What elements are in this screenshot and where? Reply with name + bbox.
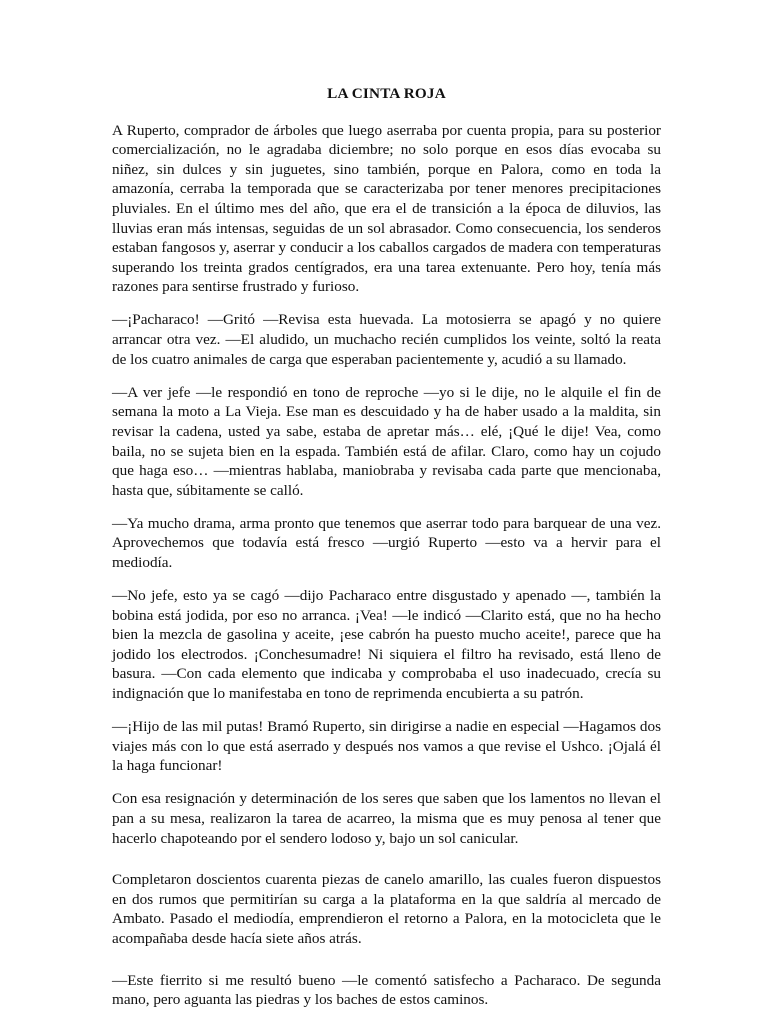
document-page	[112, 84, 661, 1023]
paragraph-2: —¡Pacharaco! —Gritó —Revisa esta huevada. La motosierra se apagó y no quiere arrancar otra vez. —El aludido, un muchacho recién cumplidos los veinte, soltó la reata de los cuatro animales de carga que esperaban pacientemente y, acudió a su llamado.	[112, 311, 661, 368]
paragraph-5: —No jefe, esto ya se cagó —dijo Pacharaco entre disgustado y apenado —, también la bobina está jodida, por eso no arranca. ¡Vea! —le indicó —Clarito está, que no ha hecho bien la mezcla de gasolina y aceite, ¡ese cabrón ha puesto mucho aceite!, parece que ha jodido los electrodos. ¡Conchesumadre! Ni siquiera el filtro ha revisado, está lleno de basura. —Con cada elemento que indicaba y comprobaba el uso inadecuado, crecía su indignación que lo manifestaba en tono de reprimenda encubierta a su patrón.	[112, 587, 661, 703]
paragraph-6: —¡Hijo de las mil putas! Bramó Ruperto, sin dirigirse a nadie en especial —Hagamos dos viajes más con lo que está aserrado y después nos vamos a que revise el Ushco. ¡Ojalá él la haga funcionar!	[112, 718, 661, 775]
paragraph-4: —Ya mucho drama, arma pronto que tenemos que aserrar todo para barquear de una vez. Aprovechemos que todavía está fresco —urgió Ruperto —esto va a hervir para el mediodía.	[112, 514, 661, 571]
paragraph-9: —Este fierrito si me resultó bueno —le comentó satisfecho a Pacharaco. De segunda mano, pero aguanta las piedras y los baches de estos caminos.	[112, 971, 661, 1009]
paragraph-8: Completaron doscientos cuarenta piezas de canelo amarillo, las cuales fueron dispuestos en dos rumos que permitirían su carga a la plataforma en la que saldría al mercado de Ambato. Pasado el mediodía, emprendieron el retorno a Palora, en la motocicleta que le acompañaba desde hacía siete años atrás.	[112, 871, 661, 947]
paragraph-1: A Ruperto, comprador de árboles que luego aserraba por cuenta propia, para su posterior comercialización, no le agradaba diciembre; no solo porque en esos días evocaba su niñez, sin dulces y sin juguetes, sino también, porque en Palora, como en toda la amazonía, cerraba la temporada que se caracterizaba por tener menores precipitaciones pluviales. En el último mes del año, que era el de transición a la época de diluvios, las lluvias eran más intensas, seguidas de un sol abrasador. Como consecuencia, los senderos estaban fangosos y, aserrar y conducir a los caballos cargados de madera con temperaturas superando los treinta grados centígrados, era una tarea extenuante. Pero hoy, tenía más razones para sentirse frustrado y furioso.	[112, 121, 661, 296]
paragraph-7: Con esa resignación y determinación de los seres que saben que los lamentos no llevan el pan a su mesa, realizaron la tarea de acarreo, la misma que es muy penosa al tener que hacerlo chapoteando por el sendero lodoso y, bajo un sol canicular.	[112, 790, 661, 847]
document-title: LA CINTA ROJA	[327, 85, 446, 102]
paragraph-3: —A ver jefe —le respondió en tono de reproche —yo si le dije, no le alquile el fin de semana la moto a La Vieja. Ese man es descuidado y ha de haber usado a la maldita, sin revisar la cadena, usted ya sabe, estaba de apretar más… elé, ¡Qué le dije! Vea, como baila, no se sujeta bien en la espada. También está de afilar. Claro, como hay un cojudo que haga eso… —mientras hablaba, maniobraba y revisaba cada parte que mencionaba, hasta que, súbitamente se calló.	[112, 383, 661, 499]
